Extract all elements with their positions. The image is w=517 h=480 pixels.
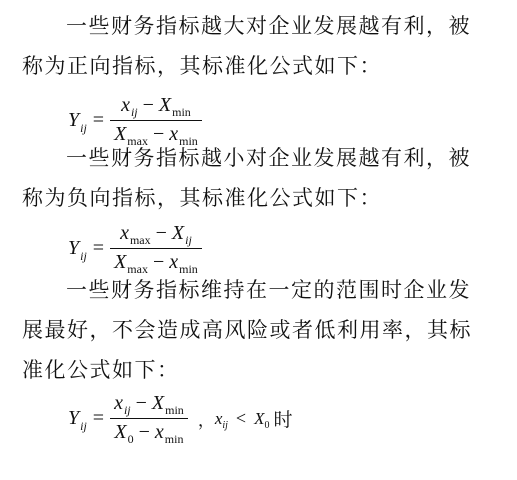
formula-range — [68, 390, 292, 447]
condition-text: 时 — [273, 409, 293, 431]
denominator: $X_{max} - x_{min}$ — [114, 251, 198, 276]
fraction — [110, 390, 188, 447]
equals-sign: = — [92, 407, 105, 429]
numerator: $x_{ij} - X_{min}$ — [121, 94, 191, 119]
paragraph-text: 一些财务指标越大对企业发展越有利，被称为正向指标，其标准化公式如下： — [22, 14, 471, 78]
equals-sign: = — [92, 237, 105, 259]
paragraph-negative-indicator — [22, 138, 492, 218]
paragraph-range-indicator — [22, 270, 492, 390]
condition-var: $x_{ij}$ — [214, 408, 228, 431]
fraction — [110, 220, 202, 277]
formula-condition — [198, 405, 293, 432]
paragraph-positive-indicator — [22, 6, 492, 86]
formula-lhs: $Y_{ij}$ — [68, 109, 87, 135]
denominator: $X_0 - x_{min}$ — [114, 421, 184, 446]
paragraph-text: 一些财务指标维持在一定的范围时企业发展最好，不会造成高风险或者低利用率，其标准化公式如下： — [22, 278, 472, 382]
paragraph-text: 一些财务指标越小对企业发展越有利，被称为负向指标，其标准化公式如下： — [22, 146, 471, 210]
formula-lhs: $Y_{ij}$ — [68, 407, 87, 433]
formula-lhs: $Y_{ij}$ — [68, 237, 87, 263]
formula-negative — [68, 220, 202, 277]
less-than-sign: < — [235, 408, 247, 428]
condition-rhs: $X_0$ — [254, 408, 270, 431]
denominator: $X_{max} - x_{min}$ — [114, 123, 198, 148]
condition-separator: ， — [197, 411, 215, 430]
equals-sign: = — [92, 109, 105, 131]
numerator: $x_{ij} - X_{min}$ — [114, 392, 184, 417]
numerator: $x_{max} - X_{ij}$ — [120, 222, 192, 247]
